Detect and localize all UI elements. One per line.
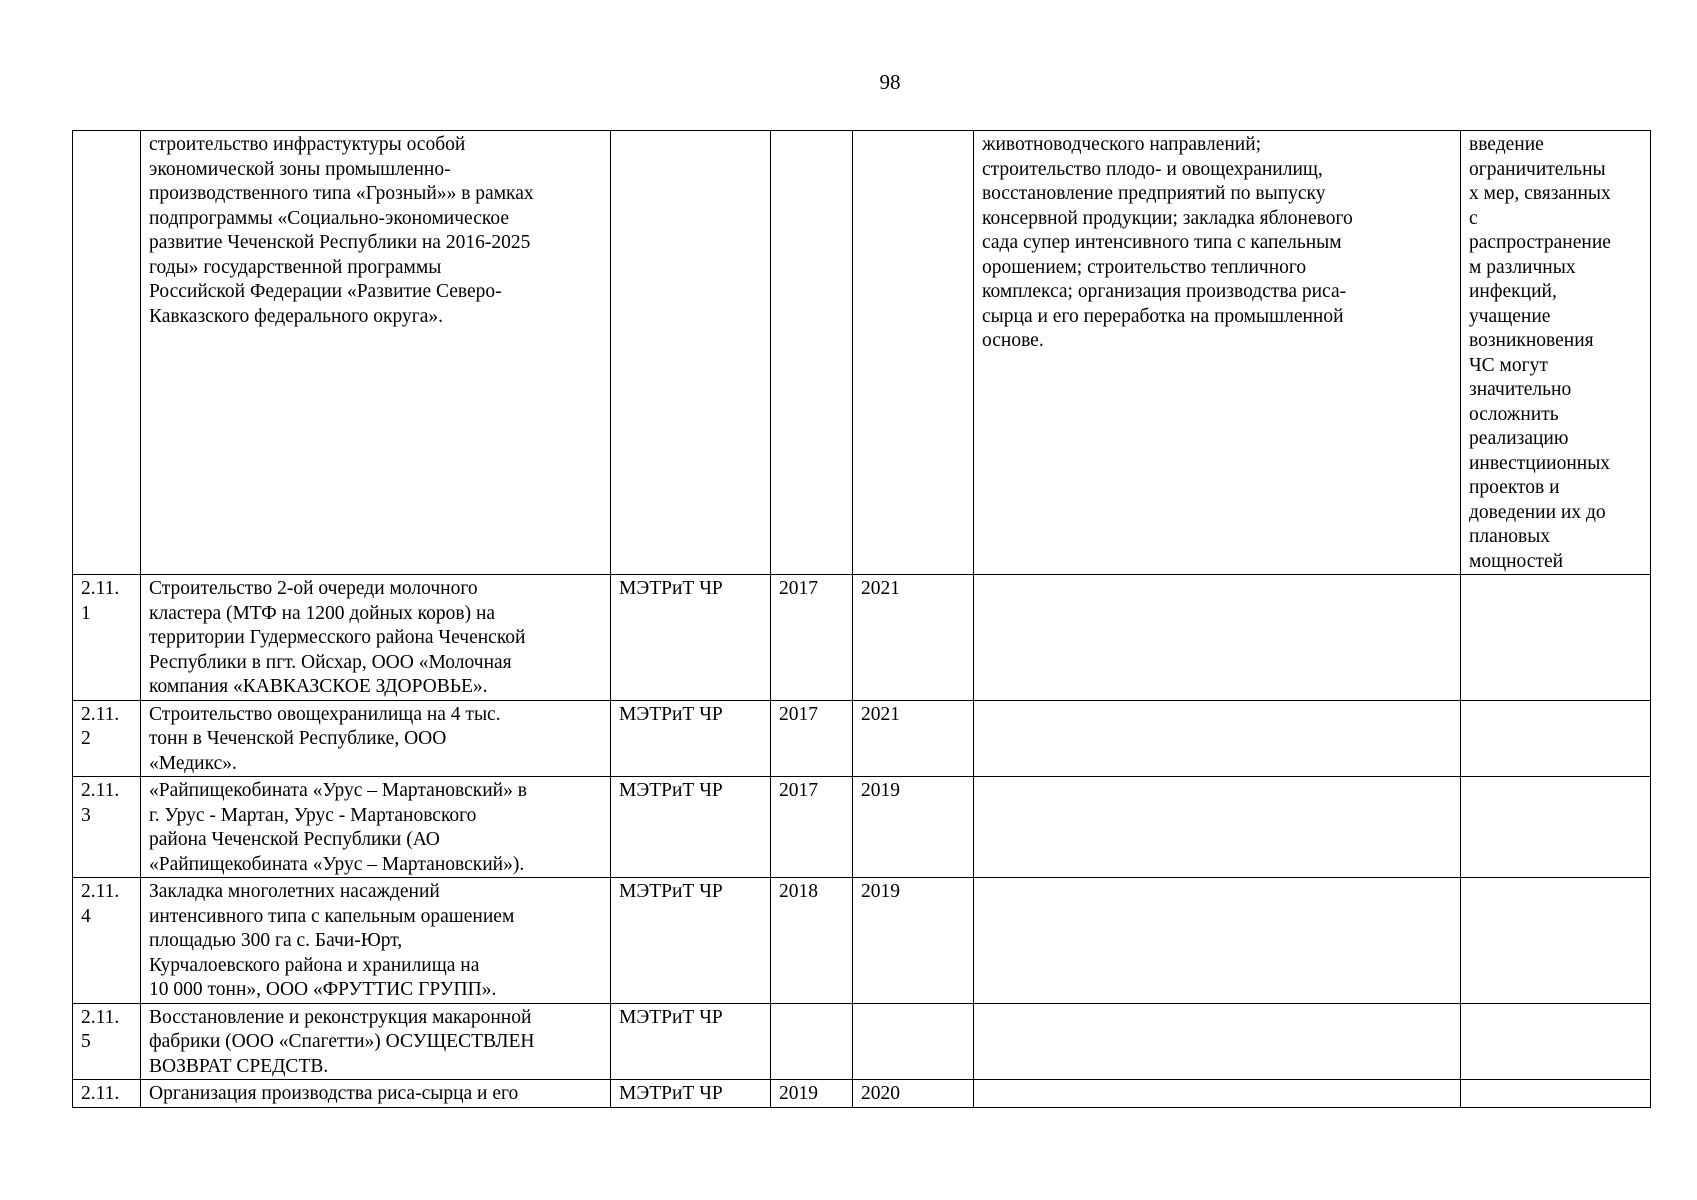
cell-name: Строительство овощехранилища на 4 тыс. тонн в Чеченской Республике, ООО «Медикс». [141,700,611,777]
cell-start-year [771,131,853,575]
cell-name: Восстановление и реконструкция макаронной фабрики (ООО «Спагетти») ОСУЩЕСТВЛЕН ВОЗВРАТ СРЕДСТВ. [141,1003,611,1080]
cell-name: Строительство 2-ой очереди молочного кластера (МТФ на 1200 дойных коров) на территории Гудермесского района Чеченской Республики в пгт. Ойсхар, ООО «Молочная компания «КАВКАЗСКОЕ ЗДОРОВЬЕ». [141,575,611,701]
cell-result [974,777,1461,878]
cell-start-year: 2017 [771,575,853,701]
cell-end-year: 2020 [853,1080,974,1108]
table-row-continuation [73,131,1651,575]
cell-num: 2.11. 3 [73,777,141,878]
cell-end-year: 2021 [853,700,974,777]
cell-num [73,131,141,575]
cell-responsible: МЭТРиТ ЧР [611,777,771,878]
cell-risks [1461,878,1651,1004]
cell-end-year: 2021 [853,575,974,701]
cell-result [974,878,1461,1004]
cell-result [974,700,1461,777]
cell-name: Закладка многолетних насаждений интенсивного типа с капельным орашением площадью 300 га с. Бачи-Юрт, Курчалоевского района и хранилища на 10 000 тонн», ООО «ФРУТТИС ГРУПП». [141,878,611,1004]
cell-end-year: 2019 [853,878,974,1004]
cell-risks [1461,1080,1651,1108]
cell-result [974,1080,1461,1108]
cell-name: строительство инфрастуктуры особой экономической зоны промышленно- производственного типа «Грозный»» в рамках подпрограммы «Социально-экономическое развитие Чеченской Республики на 2016-2025 годы» государственной программы Российской Федерации «Развитие Северо- Кавказского федерального округа». [141,131,611,575]
measures-table [72,130,1651,1108]
cell-responsible: МЭТРиТ ЧР [611,700,771,777]
table-row [73,1003,1651,1080]
table-row [73,700,1651,777]
table-row [73,575,1651,701]
cell-num: 2.11. 4 [73,878,141,1004]
cell-start-year: 2018 [771,878,853,1004]
cell-result: животноводческого направлений; строительство плодо- и овощехранилищ, восстановление предприятий по выпуску консервной продукции; закладка яблоневого сада супер интенсивного типа с капельным орошением; строительство тепличного комплекса; организация производства риса- сырца и его переработка на промышленной основе. [974,131,1461,575]
cell-end-year: 2019 [853,777,974,878]
cell-name: «Райпищекобината «Урус – Мартановский» в г. Урус - Мартан, Урус - Мартановского района Чеченской Республики (АО «Райпищекобината «Урус – Мартановский»). [141,777,611,878]
table-row [73,777,1651,878]
table-row [73,1080,1651,1108]
cell-num: 2.11. 5 [73,1003,141,1080]
cell-responsible [611,131,771,575]
cell-responsible: МЭТРиТ ЧР [611,1003,771,1080]
cell-responsible: МЭТРиТ ЧР [611,878,771,1004]
cell-risks [1461,777,1651,878]
table-row [73,878,1651,1004]
page-number: 98 [879,70,901,94]
cell-responsible: МЭТРиТ ЧР [611,1080,771,1108]
cell-risks: введение ограничительны х мер, связанных с распространение м различных инфекций, учащение возникновения ЧС могут значительно осложнить реализацию инвестциионных проектов и доведении их до плановых мощностей [1461,131,1651,575]
cell-start-year: 2019 [771,1080,853,1108]
cell-start-year: 2017 [771,777,853,878]
cell-risks [1461,1003,1651,1080]
cell-result [974,1003,1461,1080]
cell-name: Организация производства риса-сырца и его [141,1080,611,1108]
cell-num: 2.11. [73,1080,141,1108]
cell-end-year [853,1003,974,1080]
cell-num: 2.11. 2 [73,700,141,777]
cell-end-year [853,131,974,575]
cell-start-year [771,1003,853,1080]
cell-start-year: 2017 [771,700,853,777]
cell-responsible: МЭТРиТ ЧР [611,575,771,701]
cell-risks [1461,575,1651,701]
cell-risks [1461,700,1651,777]
cell-num: 2.11. 1 [73,575,141,701]
cell-result [974,575,1461,701]
